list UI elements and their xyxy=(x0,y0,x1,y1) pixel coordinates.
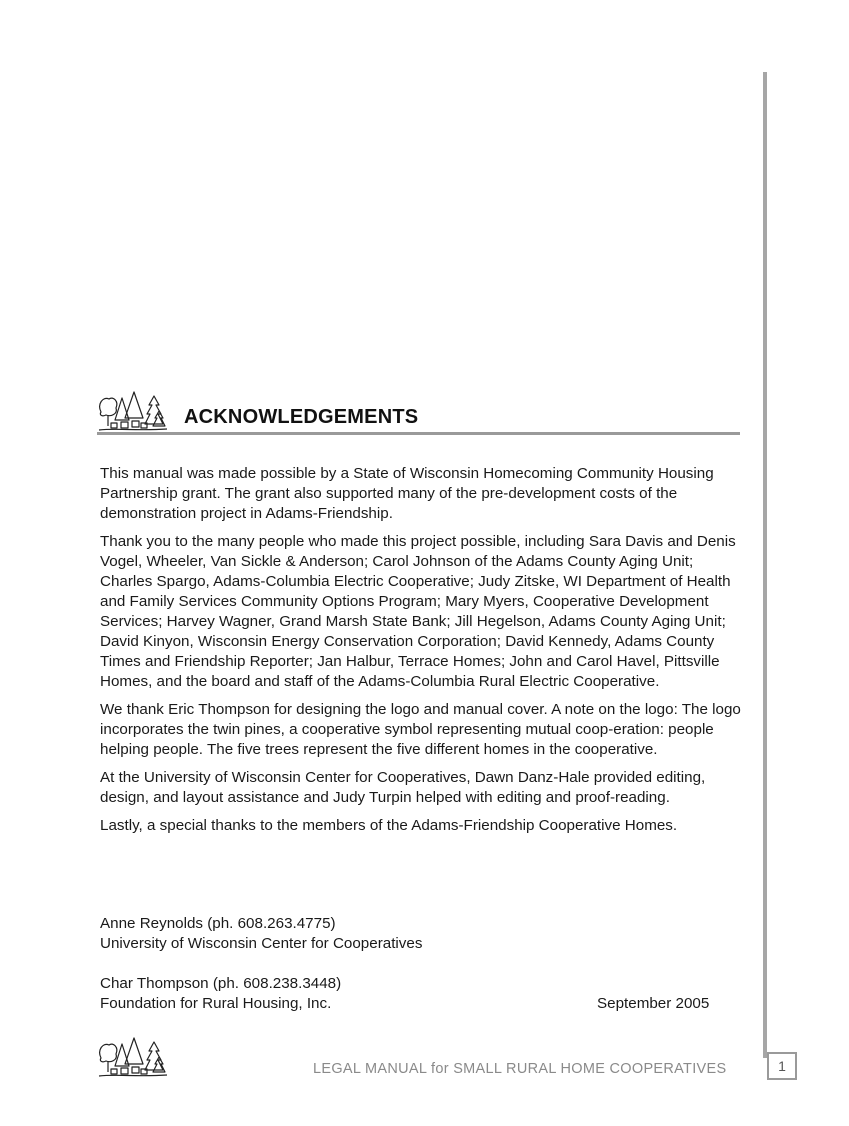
cooperative-trees-logo-icon xyxy=(97,390,169,434)
paragraph-editing: At the University of Wisconsin Center for Cooperatives, Dawn Danz-Hale provided editing, design, and layout assistance and Judy Turpin helped with editing and proof-reading. xyxy=(100,769,706,806)
page-number: 1 xyxy=(767,1052,797,1080)
right-margin-rule xyxy=(763,72,767,1058)
paragraph-grant: This manual was made possible by a State of Wisconsin Homecoming Community Housing Partnership grant. The grant also supported many of the pre-development costs of the demonstration project in Adams-Friendship. xyxy=(100,465,714,522)
title-divider xyxy=(97,432,740,435)
signature-organization: University of Wisconsin Center for Cooperatives xyxy=(100,935,423,952)
paragraph-thanks: Thank you to the many people who made this project possible, including Sara Davis and Denis Vogel, Wheeler, Van Sickle & Anderson; Carol Johnson of the Adams County Aging Unit; Charles Spargo, Adams-Columbia Electric Cooperative; Judy Zitske, WI Department of Health and Family Services Community Options Program; Mary Myers, Cooperative Development Services; Harvey Wagner, Grand Marsh State Bank; Jill Hegelson, Adams County Aging Unit; David Kinyon, Wisconsin Energy Conservation Corporation; David Kennedy, Adams County Times and Friendship Reporter; Jan Halbur, Terrace Homes; John and Carol Havel, Pittsville Homes, and the board and staff of the Adams-Columbia Rural Electric Cooperative. xyxy=(100,533,736,690)
signature-block-reynolds xyxy=(100,914,422,954)
paragraph-logo-note: We thank Eric Thompson for designing the logo and manual cover. A note on the logo: The logo incorporates the twin pines, a cooperative symbol representing mutual coop-eration: people helping people. The five trees represent the five different homes in the cooperative. xyxy=(100,701,741,758)
signature-organization: Foundation for Rural Housing, Inc. xyxy=(100,995,332,1012)
footer-manual-title: LEGAL MANUAL for SMALL RURAL HOME COOPERATIVES xyxy=(313,1061,727,1077)
acknowledgements-body xyxy=(100,464,742,844)
signature-date: September 2005 xyxy=(597,995,710,1012)
signature-block-thompson xyxy=(100,974,341,1014)
cooperative-trees-logo-icon xyxy=(97,1036,169,1080)
signature-name: Anne Reynolds (ph. 608.263.4775) xyxy=(100,915,336,932)
signature-name: Char Thompson (ph. 608.238.3448) xyxy=(100,975,342,992)
paragraph-members: Lastly, a special thanks to the members of the Adams-Friendship Cooperative Homes. xyxy=(100,817,678,834)
page-title: ACKNOWLEDGEMENTS xyxy=(184,406,419,428)
